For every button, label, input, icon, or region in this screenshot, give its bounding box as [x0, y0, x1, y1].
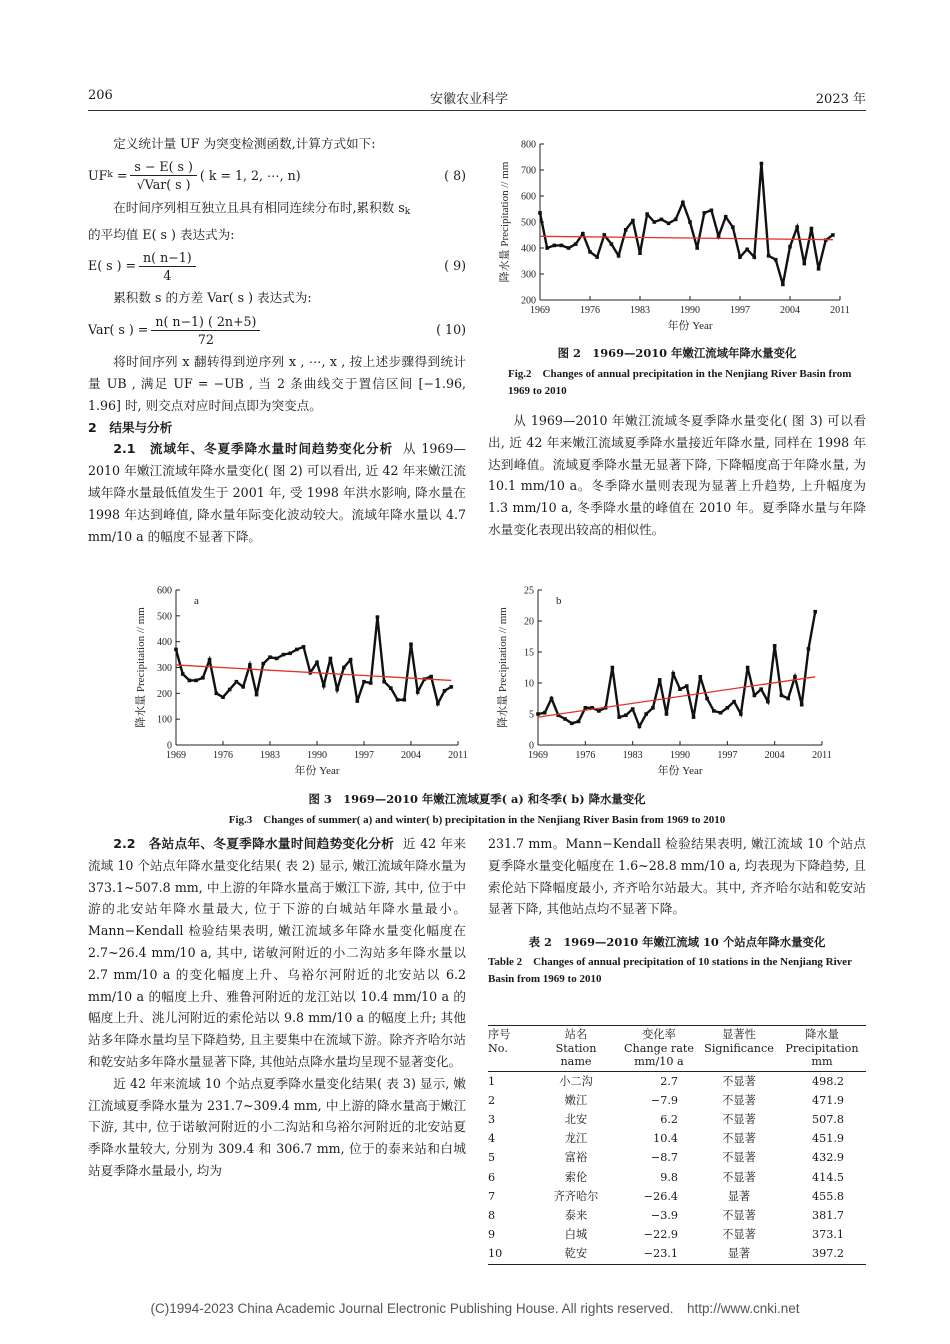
- table-row: [488, 1091, 866, 1110]
- y-axis-label: 降水量 Precipitation // mm: [497, 607, 509, 728]
- data-point: [681, 201, 685, 205]
- fraction: [139, 249, 196, 284]
- data-point: [688, 220, 692, 224]
- paragraph: 定义统计量 UF 为突变检测函数,计算方式如下:: [113, 136, 376, 151]
- data-point: [651, 706, 655, 710]
- table-cell: 6.2: [660, 1112, 678, 1126]
- equation-number: ( 8): [444, 167, 466, 183]
- table-cell: 泰来: [564, 1208, 588, 1222]
- data-point: [255, 693, 259, 697]
- x-tick-label: 2004: [764, 750, 785, 761]
- table-cell: 4: [488, 1132, 496, 1146]
- data-point: [275, 657, 279, 661]
- data-point: [638, 251, 642, 255]
- data-point: [800, 703, 804, 707]
- data-point: [731, 225, 735, 229]
- table-cell: 不显著: [722, 1132, 756, 1146]
- table-cell: 3: [488, 1112, 496, 1126]
- table-cell: 齐齐哈尔: [553, 1189, 599, 1203]
- data-point: [660, 218, 664, 222]
- x-tick-label: 1969: [528, 750, 548, 761]
- x-tick-label: 1969: [166, 750, 186, 761]
- data-point: [678, 687, 682, 691]
- data-point: [745, 248, 749, 252]
- table-row: [488, 1110, 866, 1129]
- data-point: [602, 233, 606, 237]
- data-point: [574, 242, 578, 246]
- table-cell: 小二沟: [559, 1074, 593, 1088]
- figure-3a-chart: [122, 582, 467, 784]
- equation-lhs: UF: [88, 167, 108, 183]
- table-cell: 龙江: [564, 1132, 588, 1146]
- equation-number: ( 10): [436, 322, 466, 338]
- data-point: [644, 712, 648, 716]
- data-point: [719, 711, 723, 715]
- right-column-top: [488, 410, 866, 541]
- x-axis-label: 年份 Year: [657, 765, 703, 777]
- data-point: [810, 227, 814, 231]
- equation-condition: ( k = 1, 2, ⋯, n): [199, 167, 301, 183]
- data-point: [595, 255, 599, 259]
- data-point: [288, 651, 292, 655]
- data-point: [208, 658, 212, 662]
- table-cell: 乾安: [534, 1244, 618, 1264]
- subsection-heading: 2.2 各站点年、冬夏季降水量时间趋势变化分析: [113, 836, 395, 851]
- table-cell: 富裕: [564, 1151, 588, 1165]
- x-axis-label: 年份 Year: [294, 765, 340, 777]
- table-cell: −7.9: [650, 1093, 678, 1107]
- series-line: [538, 612, 815, 727]
- paragraph: 将时间序列 x 翻转得到逆序列 x , ⋯, x , 按上述步骤得到统计量 UB , 满足 UF = −UB , 当 2 条曲线交于置信区间 [−1.96, 1.96] 时, 则交点对应时间点即为突变点。: [88, 354, 466, 413]
- data-point: [705, 697, 709, 701]
- y-tick-label: 300: [521, 269, 536, 281]
- table-cell: 9.8: [660, 1170, 678, 1184]
- data-point: [780, 694, 784, 698]
- equation-8: UF k = $\frac{s - E( s )}{\text{√Var( s )}}$ ( k = 1, 2, ⋯, n) ( 8): [88, 159, 466, 193]
- data-point: [638, 725, 642, 729]
- col-header-precipitation: 降水量 Precipitation mm: [778, 1026, 866, 1072]
- x-tick-label: 1990: [307, 750, 327, 761]
- data-point: [335, 688, 339, 692]
- data-point: [261, 662, 265, 666]
- data-point: [624, 713, 628, 717]
- figure-3b-chart: [488, 582, 833, 784]
- data-point: [795, 225, 799, 229]
- table-row: [488, 1187, 866, 1206]
- journal-name: 安徽农业科学: [430, 92, 509, 107]
- data-point: [342, 666, 346, 670]
- table-cell: 2.7: [660, 1074, 678, 1088]
- numerator: n( n−1): [139, 249, 196, 267]
- x-axis-label: 年份 Year: [667, 320, 713, 332]
- table-cell: 显著: [727, 1189, 751, 1203]
- data-point: [817, 267, 821, 271]
- data-point: [588, 250, 592, 254]
- equation-10: [88, 309, 466, 351]
- x-tick-label: 1983: [630, 305, 650, 316]
- table-cell: 8: [488, 1208, 496, 1222]
- y-tick-label: 500: [521, 217, 536, 229]
- data-point: [550, 697, 554, 701]
- section-heading: 2 结果与分析: [88, 419, 173, 435]
- series-line: [540, 164, 833, 285]
- table-cell: 451.9: [811, 1132, 844, 1146]
- col-header-station: 站名 Station name: [534, 1026, 618, 1072]
- data-point: [416, 690, 420, 694]
- table-cell: 455.8: [811, 1189, 844, 1203]
- table-cell: −22.9: [643, 1228, 678, 1242]
- y-tick-label: 800: [521, 139, 536, 151]
- table-cell: 498.2: [811, 1074, 844, 1088]
- figure-2-chart: [499, 136, 850, 336]
- data-point: [610, 242, 614, 246]
- data-point: [781, 283, 785, 287]
- denominator: 72: [197, 331, 214, 347]
- panel-label: b: [556, 595, 562, 607]
- table-cell: 471.9: [811, 1093, 844, 1107]
- data-point: [369, 681, 373, 685]
- x-tick-label: 1990: [670, 750, 690, 761]
- table-cell: −8.7: [650, 1151, 678, 1165]
- data-point: [543, 711, 547, 715]
- table-row: [488, 1168, 866, 1187]
- data-point: [774, 258, 778, 262]
- data-point: [671, 672, 675, 676]
- x-tick-label: 2004: [780, 305, 800, 316]
- data-point: [402, 698, 406, 702]
- data-point: [645, 212, 649, 216]
- y-tick-label: 10: [524, 678, 534, 690]
- data-point: [597, 709, 601, 713]
- table-2-caption-en: Table 2 Changes of annual precipitation of 10 stations in the Nenjiang River Basin from 1969 to 2010: [488, 956, 852, 985]
- journal-year: 2023 年: [815, 92, 866, 107]
- data-point: [624, 228, 628, 232]
- paragraph: 累积数 s 的方差 Var( s ) 表达式为:: [113, 290, 312, 306]
- x-tick-label: 1990: [680, 305, 700, 316]
- equation-number: ( 9): [444, 258, 466, 274]
- data-point: [760, 162, 764, 166]
- table-cell: 不显著: [722, 1170, 756, 1184]
- data-point: [315, 661, 319, 665]
- data-point: [631, 707, 635, 711]
- data-point: [793, 675, 797, 679]
- data-point: [389, 686, 393, 690]
- data-point: [552, 244, 556, 248]
- col-header-change-rate: 变化率 Change rate mm/10 a: [618, 1026, 700, 1072]
- data-point: [563, 717, 567, 721]
- data-point: [538, 211, 542, 215]
- y-tick-label: 600: [157, 585, 172, 597]
- data-point: [545, 246, 549, 250]
- data-point: [752, 255, 756, 259]
- x-tick-label: 1983: [622, 750, 643, 761]
- left-column-top: [88, 133, 466, 547]
- table-cell: 9: [488, 1228, 496, 1242]
- table-cell: 不显著: [722, 1208, 756, 1222]
- denominator: √Var( s ): [136, 177, 191, 193]
- table-cell: 397.2: [778, 1244, 866, 1264]
- table-cell: 6: [488, 1170, 496, 1184]
- x-tick-label: 1969: [530, 305, 550, 316]
- data-point: [786, 697, 790, 701]
- x-tick-label: 1997: [354, 750, 374, 761]
- table-cell: 北安: [564, 1112, 588, 1126]
- equation-lhs: E( s ) =: [88, 258, 137, 274]
- table-cell: 显著: [700, 1244, 778, 1264]
- y-tick-label: 200: [157, 688, 172, 700]
- table-cell: 白城: [564, 1228, 588, 1242]
- table-row: [488, 1206, 866, 1225]
- x-tick-label: 1976: [580, 305, 600, 316]
- x-tick-label: 1983: [260, 750, 280, 761]
- panel-label: a: [194, 595, 199, 607]
- data-point: [724, 215, 728, 219]
- table-cell: −3.9: [650, 1208, 678, 1222]
- data-point: [268, 655, 272, 659]
- data-point: [766, 700, 770, 704]
- data-point: [188, 679, 192, 683]
- table-cell: 索伦: [564, 1170, 588, 1184]
- table-cell: 1: [488, 1074, 496, 1088]
- table-2: [488, 1025, 866, 1265]
- paragraph: 2.1 流域年、冬夏季降水量时间趋势变化分析 从 1969—2010 年嫩江流域年降水量变化( 图 2) 可以看出, 近 42 年来嫩江流域年降水量最低值发生于 2001 年, 受 1998 年洪水影响, 降水量在 1998 年达到峰值, 降水量年际变化波动较大。流域年降水量以 4.7 mm/10 a 的幅度不显著下降。: [88, 441, 466, 544]
- table-cell: 2: [488, 1093, 496, 1107]
- data-point: [753, 694, 757, 698]
- data-point: [617, 715, 621, 719]
- data-point: [759, 687, 763, 691]
- data-point: [241, 685, 245, 689]
- data-point: [807, 647, 811, 651]
- table-cell: 不显著: [722, 1093, 756, 1107]
- data-point: [282, 653, 286, 657]
- figure-2-caption-en: Fig.2 Changes of annual precipitation in the Nenjiang River Basin from 1969 to 2010: [508, 368, 852, 397]
- table-cell: −26.4: [643, 1189, 678, 1203]
- data-point: [698, 675, 702, 679]
- table-cell: 不显著: [722, 1151, 756, 1165]
- x-tick-label: 1976: [213, 750, 233, 761]
- y-axis-label: 降水量 Precipitation // mm: [135, 607, 147, 728]
- data-point: [228, 688, 232, 692]
- subsection-heading: 2.1 流域年、冬夏季降水量时间趋势变化分析: [113, 441, 394, 457]
- data-point: [584, 706, 588, 710]
- x-tick-label: 1997: [730, 305, 750, 316]
- table-2-caption-cn: 表 2 1969—2010 年嫩江流域 10 个站点年降水量变化: [528, 935, 826, 949]
- col-header-no: 序号 No.: [488, 1026, 534, 1072]
- data-point: [739, 712, 743, 716]
- table-cell: 414.5: [811, 1170, 844, 1184]
- data-point: [631, 219, 635, 223]
- numerator: n( n−1) ( 2n+5): [151, 313, 260, 331]
- y-tick-label: 200: [521, 295, 536, 307]
- header-rule: [88, 110, 866, 111]
- figure-3-caption-cn: 图 3 1969—2010 年嫩江流域夏季( a) 和冬季( b) 降水量变化: [308, 792, 646, 806]
- right-column-bottom: [488, 833, 866, 920]
- figure-3-caption-en: Fig.3 Changes of summer( a) and winter( b) precipitation in the Nenjiang River Basin from 1969 to 2010: [228, 814, 726, 826]
- table-cell: 不显著: [722, 1228, 756, 1242]
- data-point: [396, 698, 400, 702]
- data-point: [665, 712, 669, 716]
- data-point: [349, 658, 353, 662]
- x-tick-label: 2004: [401, 750, 421, 761]
- data-point: [702, 211, 706, 215]
- y-axis-label: 降水量 Precipitation // mm: [499, 161, 511, 283]
- data-point: [235, 680, 239, 684]
- table-cell: 不显著: [722, 1112, 756, 1126]
- data-point: [773, 644, 777, 648]
- table-cell: 507.8: [811, 1112, 844, 1126]
- data-point: [710, 209, 714, 213]
- data-point: [577, 720, 581, 724]
- data-point: [611, 666, 615, 670]
- data-point: [376, 615, 380, 619]
- data-point: [726, 706, 730, 710]
- table-header-row: [488, 1026, 866, 1072]
- data-point: [788, 245, 792, 249]
- table-cell: 432.9: [811, 1151, 844, 1165]
- series-line: [176, 617, 451, 704]
- data-point: [436, 702, 440, 706]
- data-point: [302, 645, 306, 649]
- table-row: [488, 1129, 866, 1148]
- data-point: [355, 699, 359, 703]
- y-tick-label: 400: [157, 637, 172, 649]
- data-point: [329, 657, 333, 661]
- y-tick-label: 300: [157, 663, 172, 674]
- data-point: [362, 680, 366, 684]
- y-tick-label: 0: [167, 740, 172, 752]
- y-tick-label: 600: [521, 191, 536, 203]
- table-cell: 嫩江: [564, 1093, 588, 1107]
- data-point: [567, 246, 571, 250]
- x-tick-label: 1976: [575, 750, 596, 761]
- copyright-footer: (C)1994-2023 China Academic Journal Electronic Publishing House. All rights reserved. http://www.cnki.net: [150, 1301, 800, 1316]
- data-point: [692, 715, 696, 719]
- data-point: [831, 233, 835, 237]
- y-tick-label: 0: [529, 740, 534, 752]
- y-tick-label: 500: [157, 611, 172, 623]
- table-row: [488, 1148, 866, 1167]
- data-point: [536, 712, 540, 716]
- y-tick-label: 400: [521, 243, 536, 255]
- y-tick-label: 15: [524, 647, 534, 659]
- table-cell: 10: [488, 1244, 534, 1264]
- table-row: [488, 1225, 866, 1244]
- y-tick-label: 700: [521, 165, 536, 177]
- page-number: 206: [88, 88, 113, 103]
- data-point: [581, 232, 585, 236]
- y-tick-label: 100: [157, 714, 172, 726]
- data-point: [194, 679, 198, 683]
- data-point: [717, 235, 721, 239]
- data-point: [813, 610, 817, 614]
- data-point: [658, 678, 662, 682]
- table-cell: −23.1: [618, 1244, 700, 1264]
- paragraph: 231.7 mm。Mann−Kendall 检验结果表明, 嫩江流域 10 个站点夏季降水量变化幅度在 1.6~28.8 mm/10 a, 均表现为下降趋势, 且索伦站下降幅度最小, 齐齐哈尔站最大。其中, 齐齐哈尔站和乾安站显著下降, 其他站点均不显著下降。: [488, 836, 866, 917]
- data-point: [674, 218, 678, 222]
- numerator: s − E( s ): [130, 158, 197, 176]
- x-tick-label: 2011: [830, 305, 850, 316]
- data-point: [295, 648, 299, 652]
- paragraph: 2.2 各站点年、冬夏季降水量时间趋势变化分析 近 42 年来流域 10 个站点年降水量变化结果( 表 2) 显示, 嫩江流域年降水量为 373.1~507.8 mm, 中上游的年降水量高于嫩江下游, 其中, 位于中游的北安站年降水量最大, 位于下游的白城站年降水量最小。Mann−Kendall 检验结果表明, 嫩江流域多年降水量变化幅度在 2.7~26.4 mm/10 a, 其中, 诺敏河附近的小二沟站多年降水量以 2.7 mm/10 a 的变化幅度上升、乌裕尔河附近的北安站以 6.2 mm/10 a 的幅度上升、雅鲁河附近的龙江站以 10.4 mm/10 a 的幅度上升、洮儿河附近的索伦站以 9.8 mm/10 a 的幅度上升; 其他站多年降水量均呈下降趋势, 且主要集中在流域下游。除齐齐哈尔站和乾安站多年降水量显著下降, 其他站点降水量均呈现不显著变化。: [88, 836, 466, 1069]
- data-point: [214, 692, 218, 696]
- data-point: [652, 220, 656, 224]
- x-tick-label: 2011: [812, 750, 832, 761]
- data-point: [221, 695, 225, 699]
- data-point: [429, 675, 433, 679]
- table-cell: 381.7: [811, 1208, 844, 1222]
- data-point: [767, 254, 771, 258]
- fraction: [151, 313, 260, 348]
- data-point: [443, 689, 447, 693]
- table-cell: 不显著: [722, 1074, 756, 1088]
- data-point: [570, 722, 574, 726]
- paragraph: 在时间序列相互独立且具有相同连续分布时,累积数 $s_k$: [113, 199, 411, 217]
- equation-9: [88, 245, 466, 287]
- data-point: [174, 648, 178, 652]
- left-column-bottom: [88, 833, 466, 1182]
- figure-2-caption-cn: 图 2 1969—2010 年嫩江流域年降水量变化: [557, 346, 797, 360]
- table-cell: 5: [488, 1151, 496, 1165]
- table-row: [488, 1244, 866, 1264]
- data-point: [560, 244, 564, 248]
- paragraph: 近 42 年来流域 10 个站点夏季降水量变化结果( 表 3) 显示, 嫩江流域夏季降水量为 231.7~309.4 mm, 中上游的降水量高于嫩江下游, 其中, 位于诺敏河附近的小二沟站和乌裕尔河附近的北安站夏季降水量较大, 分别为 309.4 和 306.7 mm, 位于的泰来站和白城站夏季降水量最小, 均为: [88, 1075, 466, 1178]
- data-point: [667, 222, 671, 226]
- data-point: [732, 700, 736, 704]
- y-tick-label: 25: [524, 585, 534, 597]
- paragraph: 从 1969—2010 年嫩江流域冬夏季降水量变化( 图 3) 可以看出, 近 42 年来嫩江流域夏季降水量接近年降水量, 同样在 1998 年达到峰值。流域夏季降水量无显著下降, 下降幅度高于年降水量, 为 10.1 mm/10 a。冬季降水量则表现为显著上升趋势, 上升幅度为 1.3 mm/10 a, 冬季降水量的峰值在 2010 年。夏季降水量与年降水量变化表现出较高的相似性。: [488, 413, 866, 537]
- data-point: [695, 246, 699, 250]
- data-point: [685, 684, 689, 688]
- data-point: [712, 709, 716, 713]
- paragraph: 的平均值 E( s ) 表达式为:: [88, 226, 235, 242]
- table-cell: 10.4: [653, 1132, 678, 1146]
- x-tick-label: 1997: [717, 750, 738, 761]
- equation-lhs: Var( s ) =: [88, 322, 149, 338]
- data-point: [201, 676, 205, 680]
- table-cell: 373.1: [811, 1228, 844, 1242]
- x-tick-label: 2011: [448, 750, 468, 761]
- data-point: [802, 262, 806, 266]
- denominator: 4: [163, 267, 172, 283]
- y-tick-label: 5: [529, 709, 534, 721]
- data-point: [248, 663, 252, 667]
- fraction: [130, 158, 197, 193]
- col-header-significance: 显著性 Significance: [700, 1026, 778, 1072]
- data-point: [382, 680, 386, 684]
- y-tick-label: 20: [524, 616, 534, 628]
- data-point: [449, 685, 453, 689]
- data-point: [738, 255, 742, 259]
- data-point: [617, 254, 621, 258]
- table-cell: 7: [488, 1189, 496, 1203]
- table-row: [488, 1071, 866, 1091]
- data-point: [746, 666, 750, 670]
- data-point: [181, 672, 185, 676]
- data-point: [409, 642, 413, 646]
- data-point: [322, 684, 326, 688]
